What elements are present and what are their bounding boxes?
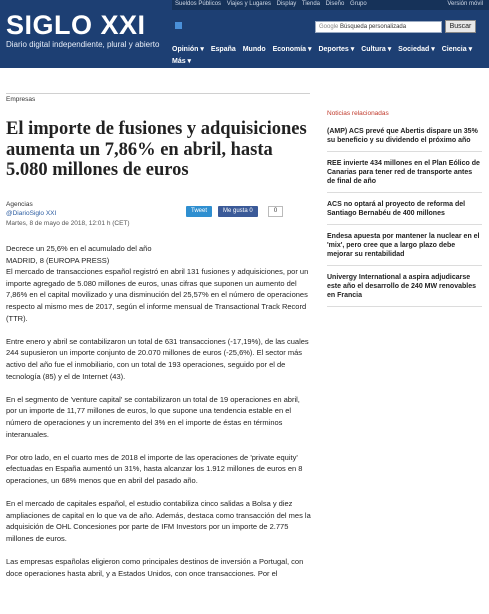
paragraph-3: En el segmento de 'venture capital' se contabilizaron un total de 19 operaciones en abril, por un importe de 11,77 millones de euros, lo que supone una tendencia estable en el número de operaciones y un incremento del 3% en el importe de éstas en términos interanuales. bbox=[6, 394, 300, 439]
related-news-heading: Noticias relacionadas bbox=[327, 110, 389, 117]
nav-mas[interactable]: Más ▾ bbox=[172, 58, 192, 65]
related-item[interactable]: Endesa apuesta por mantener la nuclear en el 'mix', pero cree que a largo plazo debe mejorar su rentabilidad bbox=[327, 232, 482, 266]
like-label: Me gusta 0 bbox=[223, 208, 253, 214]
search-placeholder: Búsqueda personalizada bbox=[340, 24, 407, 30]
top-link-diseno[interactable]: Diseño bbox=[325, 1, 345, 7]
nav-deportes[interactable]: Deportes ▾ bbox=[318, 46, 355, 53]
author-name: Agencias bbox=[6, 201, 33, 208]
search-provider: Google bbox=[319, 24, 339, 30]
nav-espana[interactable]: España bbox=[210, 46, 236, 53]
top-link-sueldos[interactable]: Sueldos Públicos bbox=[175, 1, 222, 7]
author-handle[interactable]: @DiarioSiglo XXI bbox=[6, 210, 57, 217]
paragraph-2: Entre enero y abril se contabilizaron un total de 631 transacciones (-17,19%), de las cuales 244 supusieron un importe conjunto de 20.070 millones de euros (-25,6%). El sector más activo del año fue el inmobiliario, con un total de 193 operaciones, seguido por el de tecnología (85) y el de Internet (43). bbox=[6, 336, 309, 381]
top-link-grupo[interactable]: Grupo bbox=[350, 1, 367, 7]
paragraph-5: En el mercado de capitales español, el estudio contabiliza cinco salidas a Bolsa y diez ampliaciones de capital en lo que va de año. Además, destaca como transacción del mes la adquisición de OHL Concesiones por parte de IFM Investors por un importe de 2.775 millones de euros. bbox=[6, 499, 311, 543]
top-link-viajes[interactable]: Viajes y Lugares bbox=[226, 1, 271, 7]
related-item[interactable]: ACS no optará al proyecto de reforma del Santiago Bernabéu de 400 millones bbox=[327, 200, 482, 225]
section-divider bbox=[6, 93, 310, 94]
article-body bbox=[6, 243, 312, 591]
related-news-list bbox=[327, 127, 482, 314]
nav-economia[interactable]: Economía ▾ bbox=[272, 46, 312, 53]
related-item[interactable]: REE invierte 434 millones en el Plan Eólico de Canarias para tener red de transporte antes de final de año bbox=[327, 159, 482, 193]
nav-ciencia[interactable]: Ciencia ▾ bbox=[441, 46, 473, 53]
article-title: El importe de fusiones y adquisiciones aumenta un 7,86% en abril, hasta 5.080 millones de euros bbox=[6, 119, 307, 180]
top-link-display[interactable]: Display bbox=[276, 1, 297, 7]
article-date: Martes, 8 de mayo de 2018, 12:01 h (CET) bbox=[6, 220, 130, 227]
site-logo[interactable]: SIGLO XXI bbox=[6, 10, 146, 40]
tweet-label: Tweet bbox=[191, 208, 208, 214]
search-input[interactable] bbox=[315, 21, 442, 33]
tweet-button[interactable] bbox=[186, 206, 212, 217]
nav-mundo[interactable]: Mundo bbox=[242, 46, 266, 53]
flag-icon bbox=[175, 22, 182, 29]
related-item[interactable]: (AMP) ACS prevé que Abertis dispare un 35% su beneficio y su dividendo el próximo año bbox=[327, 127, 482, 152]
article-subtitle: Decrece un 25,6% en el acumulado del año bbox=[6, 244, 152, 253]
mobile-version-link[interactable]: Versión móvil bbox=[447, 1, 483, 7]
nav-opinion[interactable]: Opinión ▾ bbox=[172, 46, 204, 53]
paragraph-6: Las empresas españolas eligieron como principales destinos de inversión a Portugal, con doce operaciones hasta abril, y a Estados Unidos, con once transacciones. Por el bbox=[6, 557, 304, 578]
paragraph-1: El mercado de transacciones español registró en abril 131 fusiones y adquisiciones, por un importe agregado de 5.080 millones de euros, unas cifras que suponen un aumento del 7,86% en el capital movilizado y una disminución del 25,57% en el número de operaciones respecto al mismo mes de 2017, según el informe mensual de Transactional Track Record (TTR). bbox=[6, 267, 309, 323]
related-item[interactable]: Univergy International a aspira adjudicarse este año el desarrollo de 240 MW renovables en Francia bbox=[327, 273, 482, 307]
article-author bbox=[6, 200, 56, 218]
search-button[interactable]: Buscar bbox=[445, 20, 476, 33]
nav-cultura[interactable]: Cultura ▾ bbox=[361, 46, 392, 53]
site-tagline: Diario digital independiente, plural y abierto bbox=[6, 40, 160, 49]
facebook-like-button[interactable] bbox=[218, 206, 258, 217]
article-category[interactable]: Empresas bbox=[6, 96, 36, 103]
share-count: 0 bbox=[268, 206, 283, 217]
top-links bbox=[175, 1, 371, 7]
nav-sociedad[interactable]: Sociedad ▾ bbox=[398, 46, 435, 53]
top-link-tienda[interactable]: Tienda bbox=[301, 1, 320, 7]
site-header bbox=[0, 0, 489, 68]
main-nav bbox=[172, 44, 489, 68]
paragraph-4: Por otro lado, en el cuarto mes de 2018 el importe de las operaciones de 'private equity' efectuadas en España aumentó un 31%, hasta alcanzar los 1.912 millones de euros en 8 operaciones, un 68% menos que en abril del pasado año. bbox=[6, 452, 303, 485]
article-dateline: MADRID, 8 (EUROPA PRESS) bbox=[6, 255, 110, 265]
